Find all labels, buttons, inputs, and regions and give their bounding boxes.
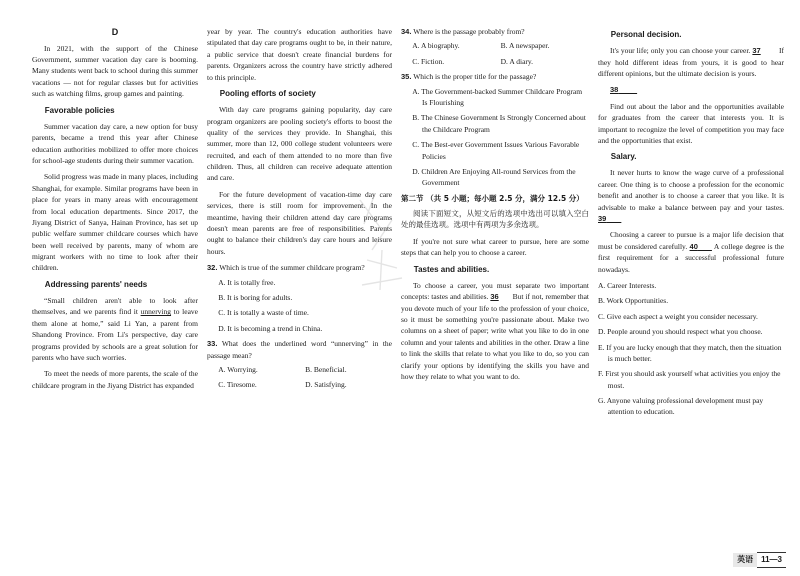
option[interactable]: A. Worrying.: [218, 364, 258, 374]
option[interactable]: C. Give each aspect a weight you consider necessary.: [598, 311, 758, 321]
passage-intro: In 2021, with the support of the Chinese Government, summer vacation day care is booming. Many students went back to school during this summer vacations — not for regular classes but for activities such as watching films, group games and painting.: [32, 43, 198, 99]
para-favorable: Summer vacation day care, a new option for busy parents, became a trend this year after Chinese education authorities mobilized to offer more choices for school-age students during their summer vacation.: [32, 121, 198, 165]
para-pooling: With day care programs gaining popularity, day care program organizers are pooling society's efforts to boost the quality of the services they provide. In Shanghai, this summer, more than 12, 000 college student volunteers were recruited, and each of them attended to no more than five children. Thus, all children can receive adequate attention and care.: [207, 105, 392, 183]
blank-40[interactable]: 40: [689, 241, 698, 251]
question-stem: What does the underlined word “unnerving” in the passage mean?: [207, 339, 393, 360]
column-3: [401, 26, 589, 387]
blank-36[interactable]: 36: [490, 292, 499, 302]
question-34: [401, 26, 589, 67]
para-needs: [32, 295, 198, 363]
para-meet-b: year by year. The country's education authorities have stipulated that day care programs ought to be, in their nature, a public service that doesn't create financial burdens for parents. Organizers across the country have strictly adhered to this principle.: [207, 27, 392, 82]
para-choose-text-b: A college degree is the first requirement for a successful professional future nowadays.: [598, 241, 785, 274]
question-stem: Which is the proper title for the passage?: [413, 72, 537, 82]
question-stem: Which is true of the summer childcare program?: [219, 263, 365, 273]
page-footer: [733, 552, 786, 568]
heading-favorable: Favorable policies: [44, 105, 115, 115]
question-stem: Where is the passage probably from?: [413, 27, 525, 36]
option[interactable]: C. Fiction.: [412, 56, 445, 66]
question-number: 34.: [401, 27, 412, 36]
para-tastes: [401, 280, 589, 383]
para-tastes-text-b: But if not, remember that you devote much of your life to the profession of your choice, so it must be something you're passionate about. Make two columns on a sheet of paper; write what you like to do in one column and your talents and abilities in the other. Draw a line to link the skills that relate to what you like to do, so you can clarify your options by identifying the skills you have and how they relate to what you want to do.: [401, 292, 590, 381]
para-needs-text-b: to leave them alone at home,” said Li Yan, a parent from Shandong Province. From Li's perspective, day care programs provided by schools are a great solution for parents who have such worries.: [32, 307, 198, 362]
option[interactable]: A. Career Interests.: [598, 280, 657, 290]
option[interactable]: E. If you are lucky enough that they match, then the situation is much better.: [598, 342, 782, 363]
option[interactable]: C. It is totally a waste of time.: [218, 308, 309, 318]
para-choose: [598, 229, 784, 275]
option[interactable]: A. A biography.: [412, 41, 460, 51]
option[interactable]: D. Satisfying.: [305, 380, 347, 390]
question-35: [401, 71, 589, 189]
option[interactable]: B. It is boring for adults.: [218, 292, 293, 302]
blank-37[interactable]: 37: [752, 46, 761, 56]
column-1: [32, 26, 198, 396]
para-progress: Solid progress was made in many places, including Shanghai, for example. Similar programs have been in place for years in many areas with encouragement from local education departments. Since 2017, the Jiyang District of Sanya, Hainan Province, has set up public welfare summer childcare courses which have been well received by parents, many of whom are migrant workers with no time to look after their children.: [32, 172, 198, 273]
para-find: Find out about the labor and the opportunities available for graduates from the career that interests you. It is important to recognize the level of competition you may face and the opportunities that exist.: [598, 101, 784, 145]
blank-38[interactable]: 38: [610, 85, 619, 95]
question-number: 32.: [207, 263, 218, 273]
option[interactable]: B. Beneficial.: [305, 364, 347, 374]
option[interactable]: B. A newspaper.: [500, 41, 550, 51]
page-number: 11—3: [757, 552, 786, 568]
career-intro: If you're not sure what career to pursue, here are some steps that can help you to choose a career.: [401, 236, 589, 258]
option[interactable]: F. First you should ask yourself what activities you enjoy the most.: [598, 369, 781, 390]
heading-personal: Personal decision.: [610, 30, 682, 39]
underlined-word: unnerving: [140, 307, 172, 317]
option[interactable]: D. A diary.: [500, 56, 534, 66]
question-number: 33.: [207, 339, 218, 349]
para-meet-a: To meet the needs of more parents, the scale of the childcare program in the Jiyang District has expanded: [32, 369, 198, 390]
para-salary-text: It never hurts to know the wage curve of a professional career. One thing is to choose a profession for the economic benefit and another is to choose a career that you like. It is advisable to make a balance between pay and your tastes.: [598, 168, 784, 212]
heading-pooling: Pooling efforts of society: [219, 88, 316, 98]
option[interactable]: B. The Chinese Government Is Strongly Concerned about the Childcare Program: [412, 113, 586, 134]
column-4: [598, 26, 784, 422]
para-choose-text-a: Choosing a career to pursue is a major life decision that must be considered carefully.: [598, 230, 784, 251]
para-personal: [598, 45, 784, 79]
para-needs-text-a: “Small children aren't able to look after themselves, and we parents find it: [32, 296, 198, 317]
option[interactable]: A. The Government-backed Summer Childcare Program Is Flourishing: [412, 86, 583, 107]
section-2-title: 第二节 （共 5 小题；每小题 2.5 分，满分 12.5 分）: [401, 193, 584, 203]
blank-39[interactable]: 39: [598, 214, 607, 223]
para-personal-text: It's your life; only you can choose your career.: [610, 46, 751, 56]
option[interactable]: C. Tiresome.: [218, 380, 257, 390]
heading-needs: Addressing parents' needs: [44, 279, 148, 289]
section-2-instruction: 阅读下面短文，从短文后的选项中选出可以填入空白处的最佳选项。选项中有两项为多余选项。: [401, 209, 589, 230]
para-future: For the future development of vacation-time day care services, there is still room for improvement. In the meantime, having their children attend day care programs doesn't mean parents are free of responsibilities. Parents ought to balance their children's day care hours and leisure hours.: [207, 189, 392, 256]
passage-label: D: [111, 27, 119, 37]
option[interactable]: D. People around you should respect what you choose.: [598, 327, 763, 337]
option[interactable]: C. The Best-ever Government Issues Various Favorable Policies: [412, 140, 580, 161]
subject-label: 英语: [733, 553, 757, 567]
option[interactable]: D. It is becoming a trend in China.: [218, 323, 323, 333]
heading-tastes: Tastes and abilities.: [413, 264, 490, 274]
option[interactable]: G. Anyone valuing professional development must pay attention to education.: [598, 396, 764, 417]
option[interactable]: A. It is totally free.: [218, 277, 276, 287]
heading-salary: Salary.: [610, 152, 637, 162]
question-33: [207, 338, 392, 391]
option[interactable]: D. Children Are Enjoying All-round Services from the Government: [412, 166, 576, 188]
para-salary: [598, 167, 784, 224]
para-38: [598, 84, 784, 95]
option[interactable]: B. Work Opportunities.: [598, 296, 669, 306]
question-number: 35.: [401, 72, 412, 82]
para-tastes-text-a: To choose a career, you must separate two important concepts: tastes and abilities.: [401, 280, 589, 302]
para-37-text: If they hold different ideas from yours, it is good to hear different opinions, but the ultimate decision is yours.: [598, 46, 785, 78]
